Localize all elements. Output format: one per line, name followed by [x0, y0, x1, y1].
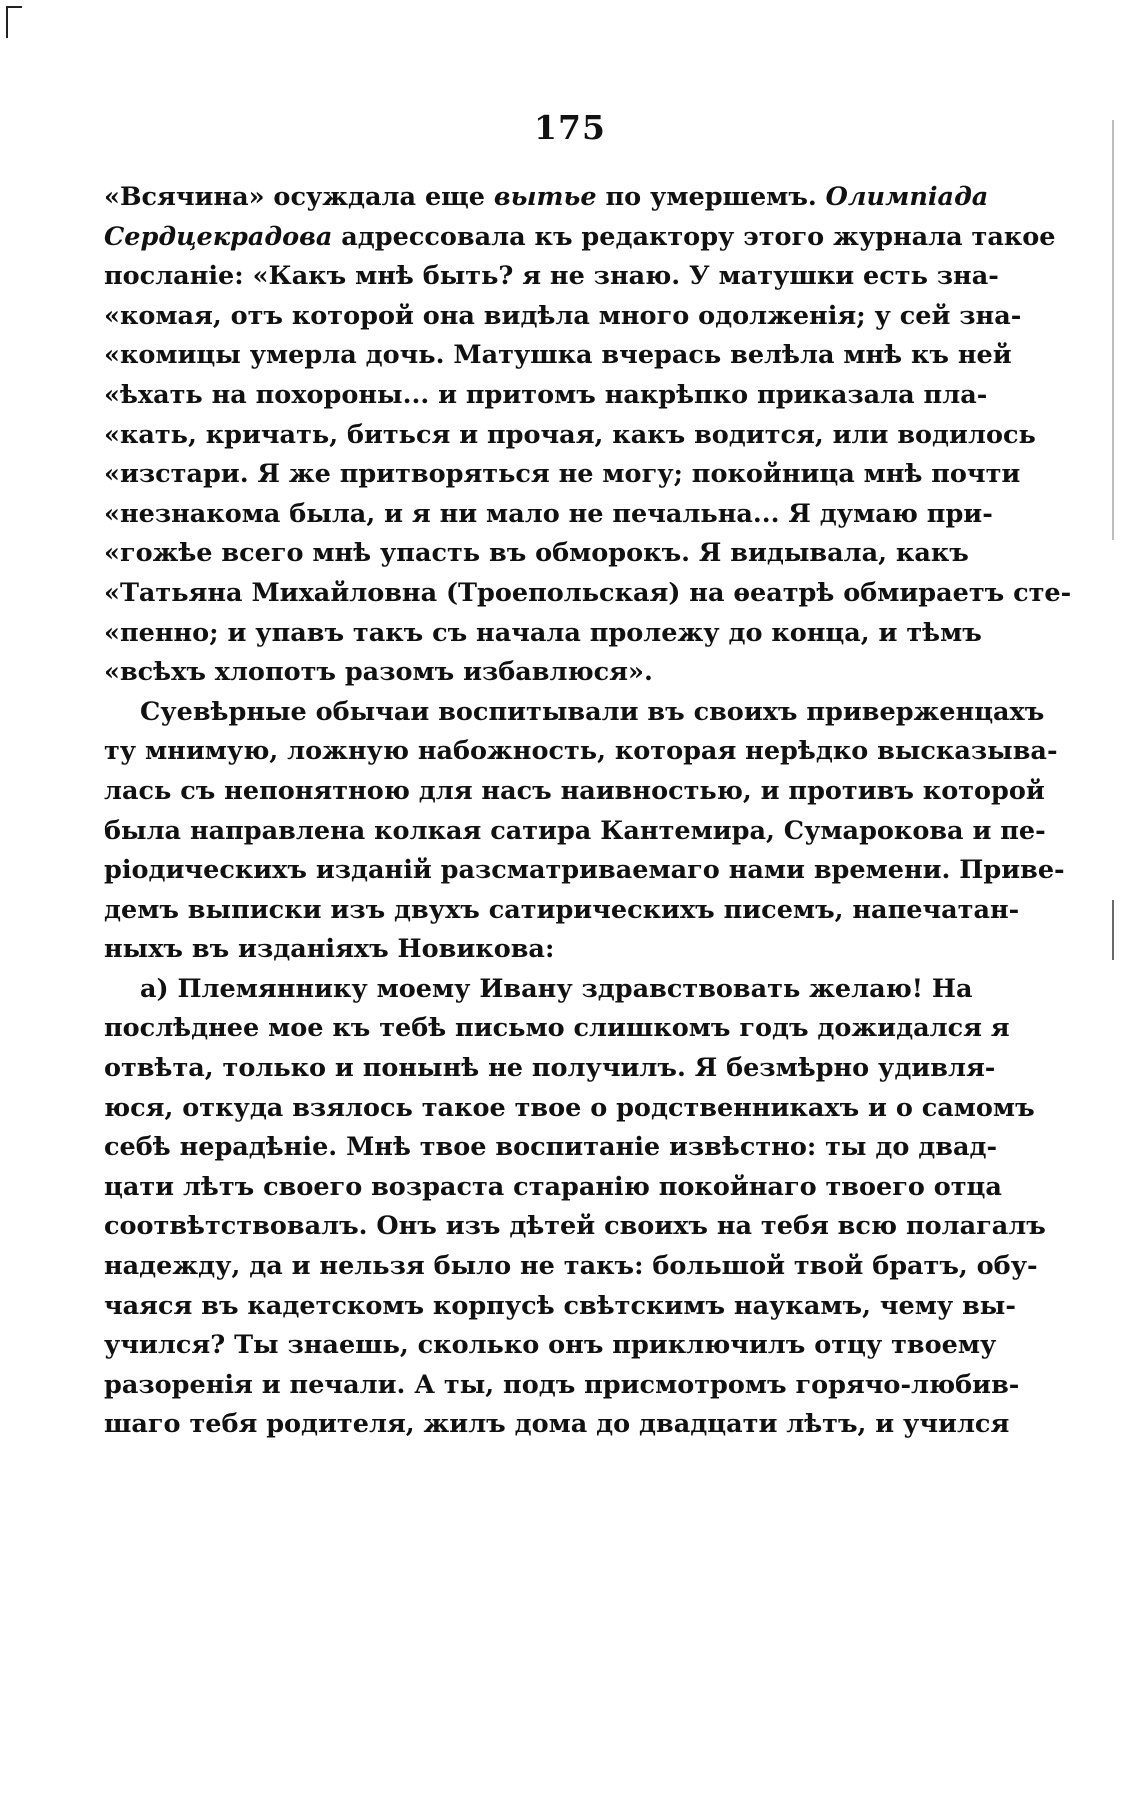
text-run: Суевѣрные обычаи воспитывали въ своихъ приверженцахъ — [140, 696, 1045, 727]
text-line — [104, 851, 1065, 891]
text-run: отвѣта, только и понынѣ не получилъ. Я безмѣрно удивля- — [104, 1053, 996, 1084]
text-line — [104, 1128, 998, 1168]
text-line — [104, 930, 921, 970]
text-line — [104, 891, 1020, 931]
text-run: «кать, кричать, биться и прочая, какъ водится, или водилось — [104, 419, 1036, 450]
text-run: «ѣхать на похороны... и притомъ накрѣпко приказала пла- — [104, 379, 988, 410]
text-run: ныхъ въ изданіяхъ Новикова: — [104, 934, 555, 965]
text-line — [104, 297, 1022, 337]
text-run: шаго тебя родителя, жилъ дома до двадцати лѣтъ, и учился — [104, 1409, 1010, 1440]
text-run: соотвѣтствовалъ. Онъ изъ дѣтей своихъ на тебя всю полагалъ — [104, 1211, 1046, 1242]
text-line — [104, 376, 988, 416]
text-line — [104, 1287, 1016, 1327]
text-run: юся, откуда взялось такое твое о родственникахъ и о самомъ — [104, 1092, 1035, 1123]
text-run: «Татьяна Михайловна (Троепольская) на ѳеатрѣ обмираетъ сте- — [104, 577, 1072, 608]
page-number: 175 — [534, 108, 606, 147]
text-line — [104, 1247, 1038, 1287]
italic-text: вытье — [493, 182, 597, 212]
text-run: по умершемъ. — [596, 182, 826, 212]
text-line — [104, 1049, 996, 1089]
text-run: «незнакома была, и я ни мало не печальна... Я думаю при- — [104, 498, 993, 529]
text-line — [104, 812, 1046, 852]
text-run: надежду, да и нельзя было не такъ: большой твой братъ, обу- — [104, 1251, 1038, 1282]
text-run: послѣднее мое къ тебѣ письмо слишкомъ годъ дожидался я — [104, 1013, 1010, 1044]
text-run: цати лѣтъ своего возраста старанію покойнаго твоего отца — [104, 1171, 1002, 1202]
italic-text: Олимпіада — [825, 182, 989, 212]
text-run: «изстари. Я же притворяться не могу; покойница мнѣ почти — [104, 459, 1021, 490]
italic-text: Сердцекрадова — [104, 221, 333, 252]
text-run: «всѣхъ хлопотъ разомъ избавлюся». — [104, 657, 653, 688]
text-line — [104, 1326, 997, 1366]
edge-scan-mark — [1112, 900, 1114, 960]
edge-scan-mark — [1112, 120, 1114, 540]
text-run: «Всячина» осуждала еще — [104, 182, 494, 212]
text-run: «пенно; и упавъ такъ съ начала пролежу до конца, и тѣмъ — [104, 617, 982, 648]
text-run: «комицы умерла дочь. Матушка вчерась велѣла мнѣ къ ней — [104, 340, 1012, 371]
text-line — [104, 614, 982, 654]
text-line — [104, 455, 1021, 495]
text-line — [104, 1366, 1020, 1406]
text-line — [104, 178, 989, 218]
text-run: а) Племяннику моему Ивану здравствовать желаю! На — [140, 973, 973, 1004]
text-line — [104, 1168, 1002, 1208]
text-line — [104, 574, 1072, 614]
text-run: демъ выписки изъ двухъ сатирическихъ писемъ, напечатан- — [104, 894, 1020, 925]
text-line — [104, 534, 969, 574]
text-line — [104, 257, 999, 297]
text-run: адрессовала къ редактору этого журнала такое — [332, 221, 1056, 252]
corner-crop-mark — [6, 6, 22, 38]
text-line — [104, 218, 1056, 258]
text-line — [104, 416, 1036, 456]
text-line — [104, 772, 1045, 812]
text-run: учился? Ты знаешь, сколько онъ приключилъ отцу твоему — [104, 1330, 997, 1361]
text-line — [104, 336, 1012, 376]
body-text — [104, 178, 1072, 1445]
text-line — [104, 653, 921, 693]
text-line — [104, 693, 1045, 733]
text-run: ту мнимую, ложную набожность, которая нерѣдко высказыва- — [104, 736, 1058, 767]
text-line — [104, 1009, 1010, 1049]
text-run: ріодическихъ изданій разсматриваемаго нами времени. Приве- — [104, 855, 1065, 886]
text-run: «комая, отъ которой она видѣла много одолженія; у сей зна- — [104, 300, 1022, 331]
text-line — [104, 1089, 1035, 1129]
text-run: чаяся въ кадетскомъ корпусѣ свѣтскимъ наукамъ, чему вы- — [104, 1290, 1016, 1321]
text-run: «гожѣе всего мнѣ упасть въ обморокъ. Я видывала, какъ — [104, 538, 969, 569]
text-run: разоренія и печали. А ты, подъ присмотромъ горячо-любив- — [104, 1369, 1020, 1400]
text-line — [104, 1207, 1046, 1247]
text-line — [104, 495, 993, 535]
text-run: себѣ нерадѣніе. Мнѣ твое воспитаніе извѣстно: ты до двад- — [104, 1132, 998, 1163]
text-line — [104, 1405, 1010, 1445]
text-line — [104, 970, 973, 1010]
text-line — [104, 732, 1058, 772]
text-run: посланіе: «Какъ мнѣ быть? я не знаю. У матушки есть зна- — [104, 261, 999, 292]
text-run: была направлена колкая сатира Кантемира, Сумарокова и пе- — [104, 815, 1046, 846]
text-run: лась съ непонятною для насъ наивностью, и противъ которой — [104, 775, 1045, 806]
